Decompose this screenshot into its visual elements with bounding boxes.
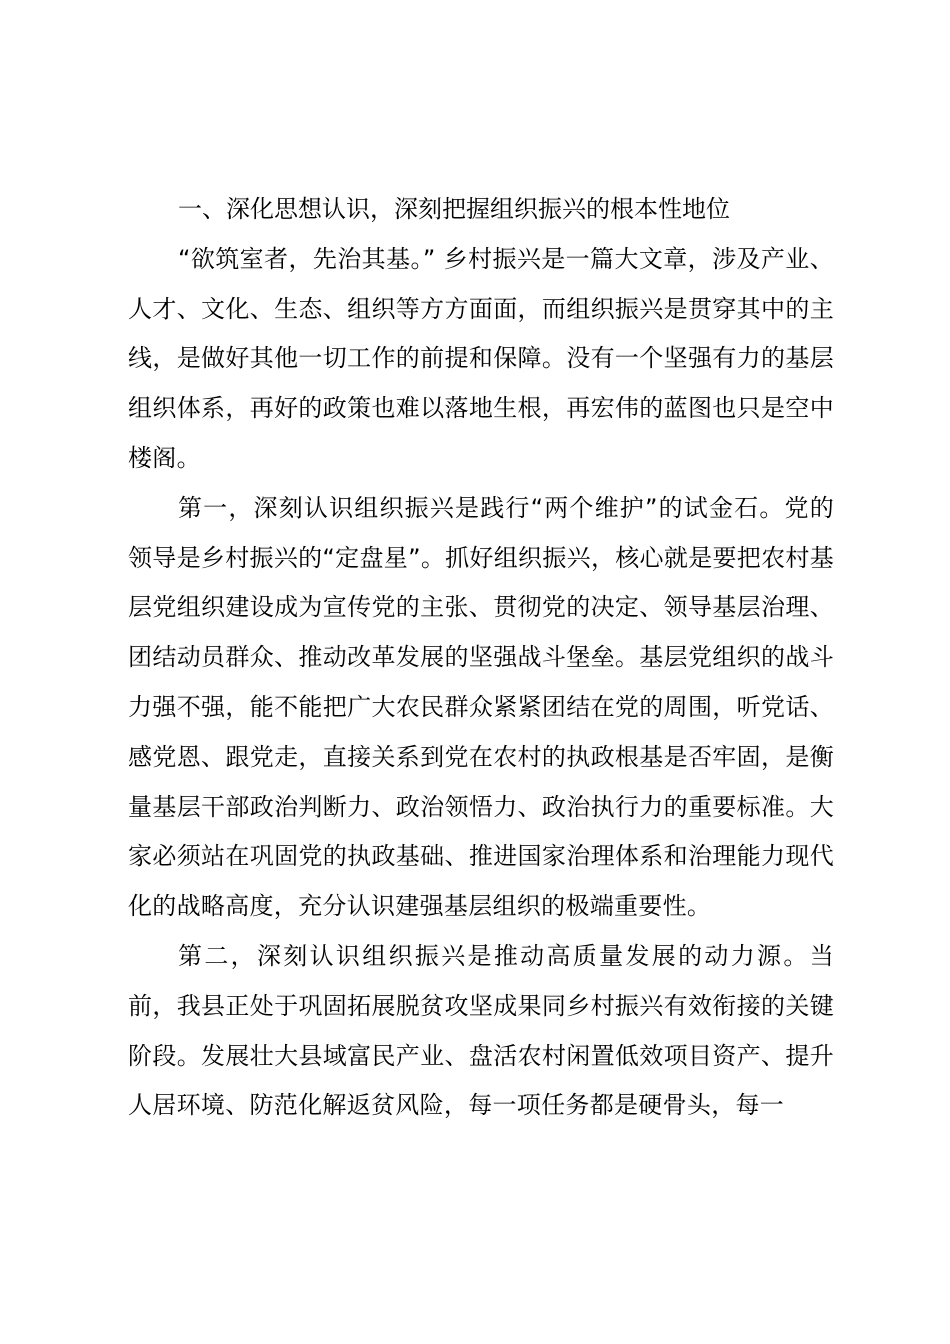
document-body — [128, 185, 834, 1131]
section-heading: 一、深化思想认识，深刻把握组织振兴的根本性地位 — [178, 195, 730, 223]
paragraph-second-point: 第二，深刻认识组织振兴是推动高质量发展的动力源。当前，我县正处于巩固拓展脱贫攻坚成果同乡村振兴有效衔接的关键阶段。发展壮大县域富民产业、盘活农村闲置低效项目资产、提升人居环境、防范化解返贫风险，每一项任务都是硬骨头，每一 — [128, 941, 834, 1120]
paragraph-first-point: 第一，深刻认识组织振兴是践行“两个维护”的试金石。党的领导是乡村振兴的“定盘星”。抓好组织振兴，核心就是要把农村基层党组织建设成为宣传党的主张、贯彻党的决定、领导基层治理、团结动员群众、推动改革发展的坚强战斗堡垒。基层党组织的战斗力强不强，能不能把广大农民群众紧紧团结在党的周围，听党话、感党恩、跟党走，直接关系到党在农村的执政根基是否牢固，是衡量基层干部政治判断力、政治领悟力、政治执行力的重要标准。大家必须站在巩固党的执政基础、推进国家治理体系和治理能力现代化的战略高度，充分认识建强基层组织的极端重要性。 — [128, 493, 834, 921]
paragraph-intro: “欲筑室者，先治其基。” 乡村振兴是一篇大文章，涉及产业、人才、文化、生态、组织等方方面面，而组织振兴是贯穿其中的主线，是做好其他一切工作的前提和保障。没有一个坚强有力的基层组织体系，再好的政策也难以落地生根，再宏伟的蓝图也只是空中楼阁。 — [128, 244, 834, 472]
